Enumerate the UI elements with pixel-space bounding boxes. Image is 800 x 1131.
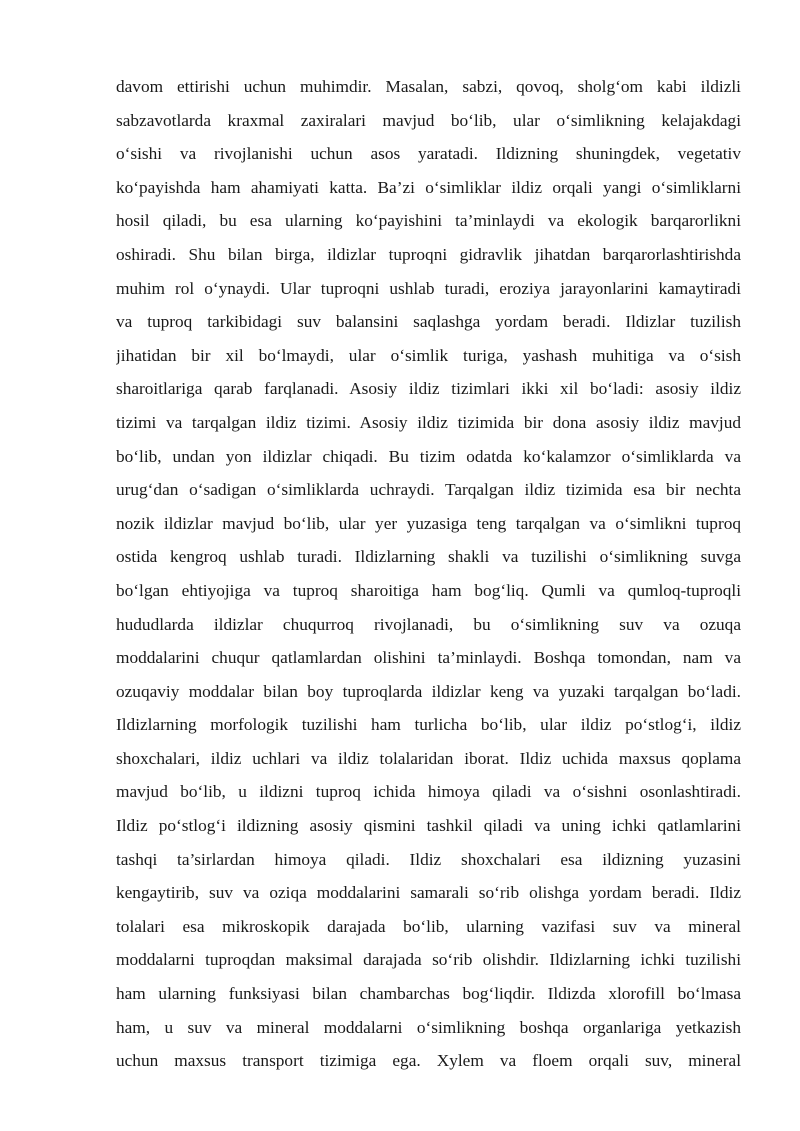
text-line: ko‘payishda ham ahamiyati katta. Ba’zi o‘simliklar ildiz orqali yangi o‘simliklarni xyxy=(116,177,741,197)
text-line: uchun maxsus transport tizimiga ega. Xylem va floem orqali suv, mineral xyxy=(116,1051,741,1071)
text-line: ham ularning funksiyasi bilan chambarchas bog‘liqdir. Ildizda xlorofill bo‘lmasa xyxy=(116,984,741,1004)
text-line: moddalarni tuproqdan maksimal darajada so‘rib olishdir. Ildizlarning ichki tuzilishi xyxy=(116,950,741,970)
text-line: ozuqaviy moddalar bilan boy tuproqlarda ildizlar keng va yuzaki tarqalgan bo‘ladi. xyxy=(116,681,741,701)
text-line: mavjud bo‘lib, u ildizni tuproq ichida himoya qiladi va o‘sishni osonlashtiradi. xyxy=(116,782,741,802)
text-line: o‘sishi va rivojlanishi uchun asos yaratadi. Ildizning shuningdek, vegetativ xyxy=(116,144,741,164)
body-paragraph xyxy=(116,70,741,1078)
text-line: bo‘lib, undan yon ildizlar chiqadi. Bu tizim odatda ko‘kalamzor o‘simliklarda va xyxy=(116,446,741,466)
text-line: urug‘dan o‘sadigan o‘simliklarda uchraydi. Tarqalgan ildiz tizimida esa bir nechta xyxy=(116,480,741,500)
text-line: Ildiz po‘stlog‘i ildizning asosiy qismini tashkil qiladi va uning ichki qatlamlarini xyxy=(116,816,741,836)
text-line: hududlarda ildizlar chuqurroq rivojlanadi, bu o‘simlikning suv va ozuqa xyxy=(116,614,741,634)
text-line: nozik ildizlar mavjud bo‘lib, ular yer yuzasiga teng tarqalgan va o‘simlikni tuproq xyxy=(116,513,741,533)
text-line: va tuproq tarkibidagi suv balansini saqlashga yordam beradi. Ildizlar tuzilish xyxy=(116,312,741,332)
document-page xyxy=(116,70,741,1078)
text-line: ostida kengroq ushlab turadi. Ildizlarning shakli va tuzilishi o‘simlikning suvga xyxy=(116,547,741,567)
text-line: Ildizlarning morfologik tuzilishi ham turlicha bo‘lib, ular ildiz po‘stlog‘i, ildiz xyxy=(116,715,741,735)
text-line: kengaytirib, suv va oziqa moddalarini samarali so‘rib olishga yordam beradi. Ildiz xyxy=(116,883,741,903)
text-line: ham, u suv va mineral moddalarni o‘simlikning boshqa organlariga yetkazish xyxy=(116,1017,741,1037)
text-line: moddalarini chuqur qatlamlardan olishini ta’minlaydi. Boshqa tomondan, nam va xyxy=(116,648,741,668)
text-line: tolalari esa mikroskopik darajada bo‘lib, ularning vazifasi suv va mineral xyxy=(116,916,741,936)
text-line: muhim rol o‘ynaydi. Ular tuproqni ushlab turadi, eroziya jarayonlarini kamaytiradi xyxy=(116,278,741,298)
text-line: oshiradi. Shu bilan birga, ildizlar tuproqni gidravlik jihatdan barqarorlashtirishda xyxy=(116,244,741,264)
text-line: jihatidan bir xil bo‘lmaydi, ular o‘simlik turiga, yashash muhitiga va o‘sish xyxy=(116,345,741,365)
text-line: sharoitlariga qarab farqlanadi. Asosiy ildiz tizimlari ikki xil bo‘ladi: asosiy ildiz xyxy=(116,379,741,399)
text-line: tashqi ta’sirlardan himoya qiladi. Ildiz shoxchalari esa ildizning yuzasini xyxy=(116,849,741,869)
text-line: hosil qiladi, bu esa ularning ko‘payishini ta’minlaydi va ekologik barqarorlikni xyxy=(116,211,741,231)
text-line: sabzavotlarda kraxmal zaxiralari mavjud bo‘lib, ular o‘simlikning kelajakdagi xyxy=(116,110,741,130)
text-line: davom ettirishi uchun muhimdir. Masalan, sabzi, qovoq, sholg‘om kabi ildizli xyxy=(116,77,741,96)
text-line: bo‘lgan ehtiyojiga va tuproq sharoitiga ham bog‘liq. Qumli va qumloq-tuproqli xyxy=(116,580,741,600)
text-line: shoxchalari, ildiz uchlari va ildiz tolalaridan iborat. Ildiz uchida maxsus qoplama xyxy=(116,748,741,768)
text-line: tizimi va tarqalgan ildiz tizimi. Asosiy ildiz tizimida bir dona asosiy ildiz mavjud xyxy=(116,412,741,432)
